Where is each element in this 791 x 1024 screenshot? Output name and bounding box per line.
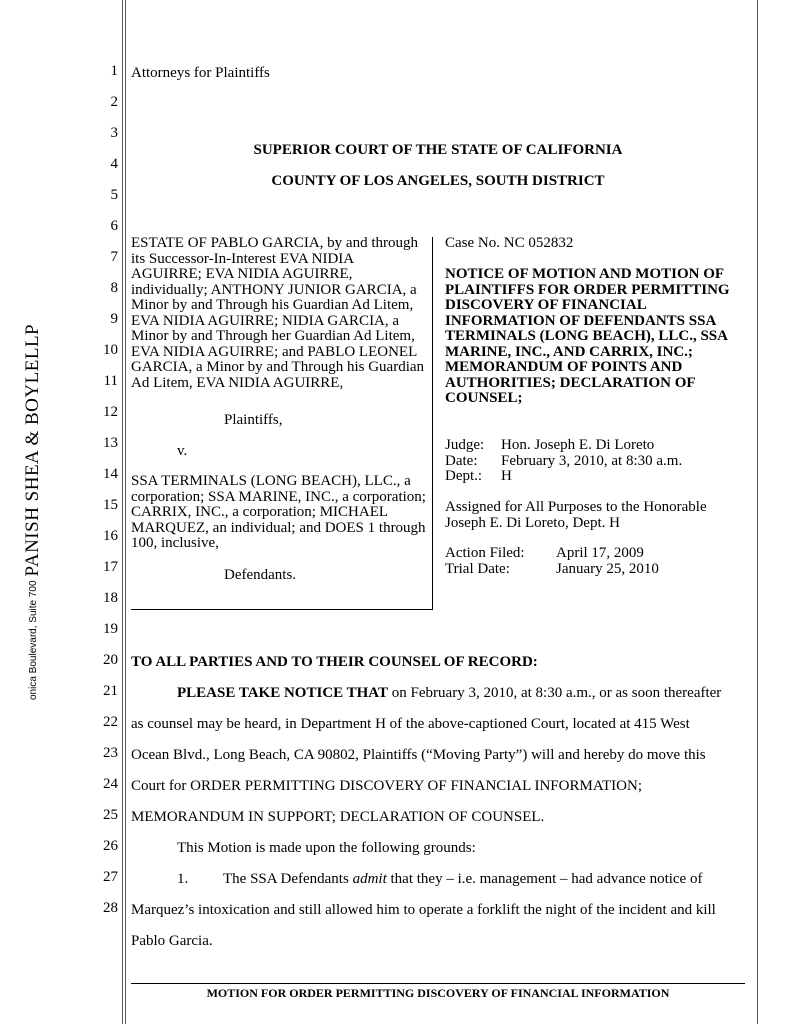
line-number: 19 [103,621,118,637]
court-name: SUPERIOR COURT OF THE STATE OF CALIFORNIA [253,142,623,158]
action-filed-label: Action Filed: [445,545,525,561]
body-line-24: Court for ORDER PERMITTING DISCOVERY OF FINANCIAL INFORMATION; [131,778,642,794]
line-number: 17 [103,559,118,575]
line-number: 26 [103,838,118,854]
margin-rule-left-1 [122,0,123,1024]
firm-address: onica Boulevard, Suite 700 [28,580,39,700]
dept-row [445,469,750,485]
trial-date-label: Trial Date: [445,560,510,577]
line-number: 23 [103,745,118,761]
line-number: 18 [103,590,118,606]
line-number: 14 [103,466,118,482]
line-number: 20 [103,652,118,668]
margin-rule-right [757,0,758,1024]
line-number: 28 [103,900,118,916]
action-filed-row [445,546,750,562]
line-number: 13 [103,435,118,451]
ground-item-emphasis: admit [352,871,387,887]
firm-name: PANISH SHEA & BOYLELLP [22,323,43,577]
firm-margin-label [22,280,44,700]
ground-item-text-post: that they – i.e. management – had advance notice of [386,871,703,887]
line-number: 11 [103,373,118,389]
action-filed-value: April 17, 2009 [556,545,644,561]
attorneys-for: Attorneys for Plaintiffs [131,65,270,81]
line-number: 3 [110,125,118,141]
line-number: 25 [103,807,118,823]
caption-bottom-rule [131,609,433,610]
line-number: 4 [110,156,118,172]
plaintiffs-block: ESTATE OF PABLO GARCIA, by and through its Successor-In-Interest EVA NIDIA AGUIRRE; EVA NIDIA AGUIRRE, individually; ANTHONY JUNIOR GARCIA, a Minor by and Through his Guardian Ad Litem, EVA NIDIA AGUIRRE; NIDIA GARCIA, a Minor by and Through her Guardian Ad Litem, EVA NIDIA AGUIRRE; and PABLO LEONEL GARCIA, a Minor by and Through his Guardian Ad Litem, EVA NIDIA AGUIRRE, [131,235,425,391]
trial-date-row [445,562,750,578]
salutation: TO ALL PARTIES AND TO THEIR COUNSEL OF RECORD: [131,654,538,670]
body-line-26: This Motion is made upon the following grounds: [177,840,476,856]
notice-rest: on February 3, 2010, at 8:30 a.m., or as soon thereafter [388,685,722,701]
line-number: 10 [103,342,118,358]
line-number: 24 [103,776,118,792]
case-number: Case No. NC 052832 [445,235,574,251]
trial-date-value: January 25, 2010 [556,560,659,577]
line-number: 9 [110,311,118,327]
hearing-info [445,438,750,485]
assigned-note: Assigned for All Purposes to the Honorable Joseph E. Di Loreto, Dept. H [445,499,707,531]
plaintiffs-label: Plaintiffs, [224,412,283,428]
caption-parties [131,236,427,583]
footer-rule [131,983,745,984]
line-number: 8 [110,280,118,296]
court-county: COUNTY OF LOS ANGELES, SOUTH DISTRICT [271,173,605,189]
ground-item-text-pre: The SSA Defendants [223,871,353,887]
judge-value: Hon. Joseph E. Di Loreto [501,437,655,453]
judge-row [445,438,750,454]
notice-line [131,684,721,702]
line-number: 22 [103,714,118,730]
caption-divider [432,237,433,610]
line-number: 12 [103,404,118,420]
line-number: 15 [103,497,118,513]
dept-label: Dept.: [445,468,483,484]
judge-label: Judge: [445,437,485,453]
line-number: 6 [110,218,118,234]
ground-item-number: 1. [177,871,189,887]
line-number: 5 [110,187,118,203]
versus: v. [177,442,188,459]
filing-info [445,546,750,577]
margin-rule-left-2 [125,0,126,1024]
document-title: NOTICE OF MOTION AND MOTION OF PLAINTIFFS FOR ORDER PERMITTING DISCOVERY OF FINANCIAL INFORMATION OF DEFENDANTS SSA TERMINALS (LONG BEACH), LLC., SSA MARINE, INC., AND CARRIX, INC.; MEMORANDUM OF POINTS AND AUTHORITIES; DECLARATION OF COUNSEL; [445,266,730,406]
date-value: February 3, 2010, at 8:30 a.m. [501,452,683,469]
defendants-block: SSA TERMINALS (LONG BEACH), LLC., a corporation; SSA MARINE, INC., a corporation; CARRIX, INC., a corporation; MICHAEL MARQUEZ, an individual; and DOES 1 through 100, inclusive, [131,473,426,551]
dept-value: H [501,468,512,484]
footer-title: MOTION FOR ORDER PERMITTING DISCOVERY OF FINANCIAL INFORMATION [206,986,670,1000]
line-number: 21 [103,683,118,699]
body-line-22: as counsel may be heard, in Department H of the above-captioned Court, located at 415 West [131,716,690,732]
line-number: 2 [110,94,118,110]
date-label: Date: [445,452,478,469]
body-line-29: Pablo Garcia. [131,933,213,949]
body-line-28: Marquez’s intoxication and still allowed him to operate a forklift the night of the incident and kill [131,902,716,918]
date-row [445,454,750,470]
line-number: 7 [110,249,118,265]
line-number: 1 [110,63,118,79]
ground-item-1 [131,870,702,888]
notice-lead: PLEASE TAKE NOTICE THAT [177,685,389,701]
line-number: 16 [103,528,118,544]
body-line-23: Ocean Blvd., Long Beach, CA 90802, Plaintiffs (“Moving Party”) will and hereby do move this [131,747,706,763]
line-number: 27 [103,869,118,885]
defendants-label: Defendants. [224,566,297,583]
body-line-25: MEMORANDUM IN SUPPORT; DECLARATION OF COUNSEL. [131,809,545,825]
